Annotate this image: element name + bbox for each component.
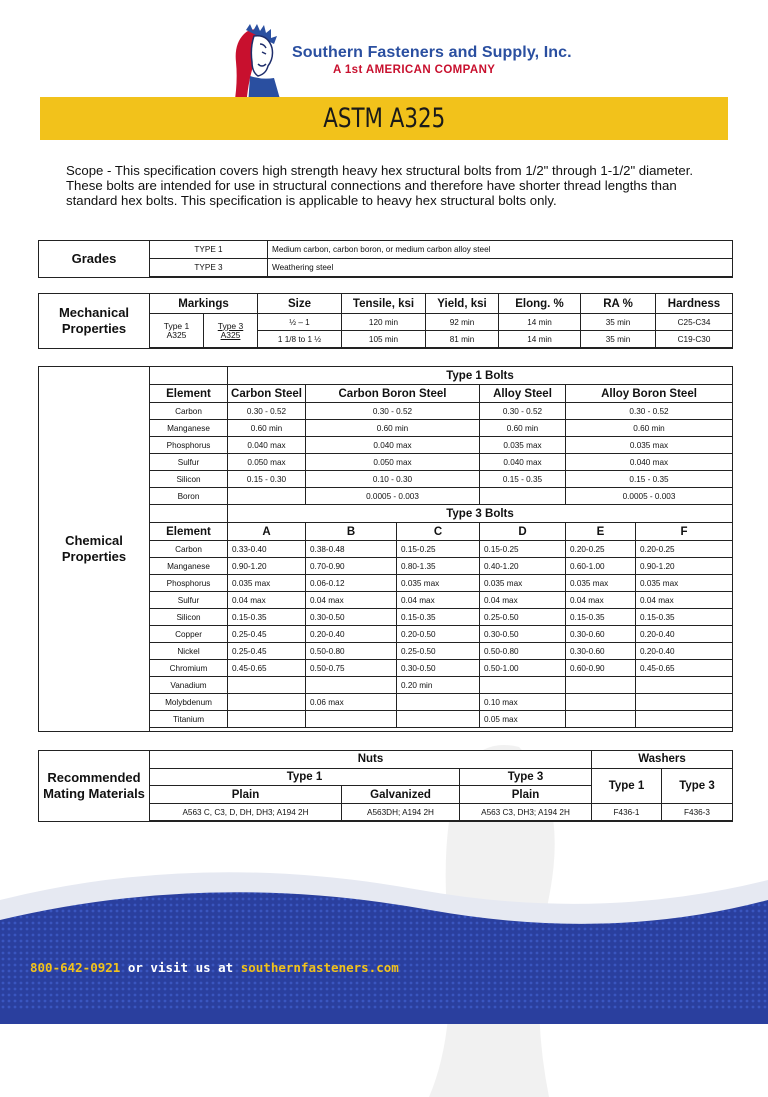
table-cell: C19-C30 xyxy=(656,331,733,348)
col-header: Hardness xyxy=(656,294,733,314)
table-cell: 0.45-0.65 xyxy=(636,660,733,677)
col-header: C xyxy=(397,523,480,541)
table-row xyxy=(150,420,733,437)
table-cell: 0.50-0.80 xyxy=(480,643,566,660)
table-cell: 0.45-0.65 xyxy=(228,660,306,677)
table-cell: 0.10 - 0.30 xyxy=(306,471,480,488)
table-cell: 0.040 max xyxy=(480,454,566,471)
visit-text: or visit us at xyxy=(120,960,241,975)
table-cell: 0.60 min xyxy=(566,420,733,437)
table-cell xyxy=(480,488,566,505)
table-cell: ½ – 1 xyxy=(258,314,342,331)
table-cell: 0.20-0.40 xyxy=(636,643,733,660)
table-cell: 92 min xyxy=(426,314,499,331)
table-cell: A563 C3, DH3; A194 2H xyxy=(460,804,592,821)
col-header: Tensile, ksi xyxy=(342,294,426,314)
grades-table xyxy=(149,240,733,277)
table-cell: 0.30 - 0.52 xyxy=(480,403,566,420)
chemical-label: Chemical Properties xyxy=(39,367,150,731)
washers-type1-header: Type 1 xyxy=(592,768,662,803)
table-cell: 0.20-0.25 xyxy=(566,541,636,558)
table-cell: 0.050 max xyxy=(228,454,306,471)
table-cell: 0.30-0.50 xyxy=(306,609,397,626)
table-cell: A563 C, C3, D, DH, DH3; A194 2H xyxy=(150,804,342,821)
table-cell: 0.30 - 0.52 xyxy=(228,403,306,420)
table-cell: 0.035 max xyxy=(636,575,733,592)
table-cell: 0.15-0.35 xyxy=(228,609,306,626)
table-cell: 0.04 max xyxy=(636,592,733,609)
table-header-row xyxy=(150,523,733,541)
blank-cell xyxy=(150,367,228,385)
nuts-type3-header: Type 3 xyxy=(460,768,592,786)
element-name: Vanadium xyxy=(150,677,228,694)
table-cell: 0.035 max xyxy=(480,437,566,454)
contact-line xyxy=(30,960,399,975)
table-row xyxy=(150,259,733,277)
table-cell: 0.80-1.35 xyxy=(397,558,480,575)
table-cell: 105 min xyxy=(342,331,426,348)
col-header: Element xyxy=(150,385,228,403)
table-row xyxy=(150,694,733,711)
table-cell: 0.15 - 0.35 xyxy=(566,471,733,488)
table-cell: 0.30-0.60 xyxy=(566,626,636,643)
table-cell: 0.035 max xyxy=(566,437,733,454)
element-name: Titanium xyxy=(150,711,228,728)
col-header: RA % xyxy=(581,294,656,314)
table-cell: 0.05 max xyxy=(480,711,566,728)
table-cell: 0.60-1.00 xyxy=(566,558,636,575)
table-row xyxy=(150,575,733,592)
table-cell xyxy=(228,488,306,505)
element-name: Silicon xyxy=(150,471,228,488)
col-header: D xyxy=(480,523,566,541)
element-name: Copper xyxy=(150,626,228,643)
table-cell: 0.60 min xyxy=(306,420,480,437)
plain-header: Plain xyxy=(150,786,342,804)
table-cell: 0.70-0.90 xyxy=(306,558,397,575)
table-cell: 0.40-1.20 xyxy=(480,558,566,575)
galvanized-header: Galvanized xyxy=(342,786,460,804)
element-name: Boron xyxy=(150,488,228,505)
table-cell: 0.04 max xyxy=(306,592,397,609)
table-row xyxy=(150,626,733,643)
table-cell: 0.20-0.25 xyxy=(636,541,733,558)
table-cell xyxy=(228,677,306,694)
table-row xyxy=(150,314,733,331)
col-header: Yield, ksi xyxy=(426,294,499,314)
nuts-type1-header: Type 1 xyxy=(150,768,460,786)
mechanical-section xyxy=(38,293,733,349)
table-cell: C25-C34 xyxy=(656,314,733,331)
chemical-table xyxy=(149,366,733,728)
col-header: Markings xyxy=(150,294,258,314)
table-cell: 0.50-0.80 xyxy=(306,643,397,660)
col-header: Element xyxy=(150,523,228,541)
marking-line: Type 3 xyxy=(217,320,244,331)
table-cell: 0.38-0.48 xyxy=(306,541,397,558)
website-link[interactable]: southernfasteners.com xyxy=(240,960,399,975)
table-cell: 120 min xyxy=(342,314,426,331)
element-name: Chromium xyxy=(150,660,228,677)
table-row xyxy=(150,454,733,471)
nuts-header: Nuts xyxy=(150,751,592,769)
blank-cell xyxy=(150,505,228,523)
table-cell xyxy=(480,677,566,694)
table-cell: 0.60 min xyxy=(228,420,306,437)
grade-type: TYPE 1 xyxy=(150,241,268,259)
table-cell: 0.050 max xyxy=(306,454,480,471)
table-cell: 0.15-0.35 xyxy=(636,609,733,626)
table-cell xyxy=(566,677,636,694)
grades-label: Grades xyxy=(39,241,150,277)
table-cell: 0.15-0.25 xyxy=(397,541,480,558)
table-cell: 14 min xyxy=(499,331,581,348)
table-row xyxy=(150,558,733,575)
table-row xyxy=(150,437,733,454)
element-name: Manganese xyxy=(150,558,228,575)
table-cell: 0.040 max xyxy=(306,437,480,454)
table-row xyxy=(150,609,733,626)
col-header: Alloy Steel xyxy=(480,385,566,403)
table-header-row xyxy=(150,294,733,314)
table-cell: 0.04 max xyxy=(480,592,566,609)
table-cell: 35 min xyxy=(581,331,656,348)
table-cell: 0.60 min xyxy=(480,420,566,437)
table-cell: 0.040 max xyxy=(228,437,306,454)
table-title-row xyxy=(150,367,733,385)
table-cell: 0.15-0.35 xyxy=(566,609,636,626)
mechanical-label: Mechanical Properties xyxy=(39,294,150,348)
table-cell xyxy=(228,694,306,711)
type1-title: Type 1 Bolts xyxy=(228,367,733,385)
chemical-section xyxy=(38,366,733,732)
table-header-row xyxy=(150,768,733,786)
table-header-row xyxy=(150,751,733,769)
table-cell: 0.04 max xyxy=(397,592,480,609)
table-cell: 0.30 - 0.52 xyxy=(306,403,480,420)
table-cell: 0.50-1.00 xyxy=(480,660,566,677)
table-cell: 0.15-0.25 xyxy=(480,541,566,558)
table-cell xyxy=(566,694,636,711)
grade-type: TYPE 3 xyxy=(150,259,268,277)
table-cell xyxy=(636,677,733,694)
table-cell: F436-3 xyxy=(662,804,733,821)
table-cell: 0.06 max xyxy=(306,694,397,711)
table-cell: 0.60-0.90 xyxy=(566,660,636,677)
marking-type3 xyxy=(204,314,258,348)
table-cell xyxy=(306,711,397,728)
table-cell xyxy=(306,677,397,694)
table-row xyxy=(150,711,733,728)
table-row xyxy=(150,241,733,259)
table-cell: 0.10 max xyxy=(480,694,566,711)
table-cell: 0.035 max xyxy=(397,575,480,592)
table-cell: 0.035 max xyxy=(228,575,306,592)
table-cell: 14 min xyxy=(499,314,581,331)
col-header: F xyxy=(636,523,733,541)
col-header: Elong. % xyxy=(499,294,581,314)
table-cell: 35 min xyxy=(581,314,656,331)
table-cell: 81 min xyxy=(426,331,499,348)
table-cell: 1 1/8 to 1 ½ xyxy=(258,331,342,348)
table-cell: 0.30-0.50 xyxy=(397,660,480,677)
element-name: Silicon xyxy=(150,609,228,626)
table-cell: 0.30-0.50 xyxy=(480,626,566,643)
marking-line: A325 xyxy=(166,329,187,340)
washers-header: Washers xyxy=(592,751,733,769)
title-band xyxy=(40,97,728,140)
table-cell: 0.15 - 0.35 xyxy=(480,471,566,488)
table-cell: 0.25-0.50 xyxy=(480,609,566,626)
table-cell xyxy=(397,711,480,728)
table-cell: 0.33-0.40 xyxy=(228,541,306,558)
table-row xyxy=(150,804,733,821)
table-row xyxy=(150,677,733,694)
marking-type1 xyxy=(150,314,204,348)
company-tagline: A 1st AMERICAN COMPANY xyxy=(333,64,496,76)
table-cell: A563DH; A194 2H xyxy=(342,804,460,821)
element-name: Nickel xyxy=(150,643,228,660)
table-cell: 0.15 - 0.30 xyxy=(228,471,306,488)
scope-paragraph: Scope - This specification covers high strength heavy hex structural bolts from 1/2" through 1-1/2" diameter. These bolts are intended for use in structural connections and therefore have shorter thread lengths than standard hex bolts. This specification is applicable to heavy hex structural bolts only. xyxy=(66,163,694,208)
table-cell xyxy=(566,711,636,728)
table-cell: 0.30-0.60 xyxy=(566,643,636,660)
mechanical-table xyxy=(149,293,733,348)
table-row xyxy=(150,592,733,609)
col-header: E xyxy=(566,523,636,541)
table-cell: 0.25-0.50 xyxy=(397,643,480,660)
table-header-row xyxy=(150,385,733,403)
footer-wave xyxy=(0,860,768,1024)
col-header: B xyxy=(306,523,397,541)
table-cell xyxy=(636,711,733,728)
grade-desc: Weathering steel xyxy=(268,259,733,277)
col-header: Carbon Steel xyxy=(228,385,306,403)
table-cell: 0.035 max xyxy=(566,575,636,592)
table-row xyxy=(150,660,733,677)
table-cell: 0.04 max xyxy=(566,592,636,609)
table-cell: 0.06-0.12 xyxy=(306,575,397,592)
table-row xyxy=(150,541,733,558)
element-name: Phosphorus xyxy=(150,575,228,592)
grade-desc: Medium carbon, carbon boron, or medium carbon alloy steel xyxy=(268,241,733,259)
table-cell: 0.20-0.40 xyxy=(636,626,733,643)
table-row xyxy=(150,643,733,660)
element-name: Carbon xyxy=(150,541,228,558)
table-cell: 0.0005 - 0.003 xyxy=(306,488,480,505)
table-cell: 0.20-0.50 xyxy=(397,626,480,643)
table-cell: 0.25-0.45 xyxy=(228,643,306,660)
mating-label: Recommended Mating Materials xyxy=(39,751,150,821)
mating-section xyxy=(38,750,733,822)
table-cell: 0.90-1.20 xyxy=(636,558,733,575)
table-cell xyxy=(228,711,306,728)
table-cell: 0.25-0.45 xyxy=(228,626,306,643)
col-header: A xyxy=(228,523,306,541)
table-cell: 0.90-1.20 xyxy=(228,558,306,575)
table-row xyxy=(150,471,733,488)
table-cell xyxy=(636,694,733,711)
element-name: Phosphorus xyxy=(150,437,228,454)
element-name: Carbon xyxy=(150,403,228,420)
washers-type3-header: Type 3 xyxy=(662,768,733,803)
col-header: Alloy Boron Steel xyxy=(566,385,733,403)
table-cell: 0.20-0.40 xyxy=(306,626,397,643)
table-cell: 0.20 min xyxy=(397,677,480,694)
grades-section xyxy=(38,240,733,278)
marking-line: Type 1 xyxy=(163,320,190,331)
table-cell xyxy=(397,694,480,711)
marking-line: A325 xyxy=(220,329,241,340)
mating-table xyxy=(149,750,733,821)
table-cell: 0.035 max xyxy=(480,575,566,592)
table-cell: 0.0005 - 0.003 xyxy=(566,488,733,505)
table-cell: 0.040 max xyxy=(566,454,733,471)
table-cell: 0.15-0.35 xyxy=(397,609,480,626)
table-cell: 0.30 - 0.52 xyxy=(566,403,733,420)
company-name: Southern Fasteners and Supply, Inc. xyxy=(292,44,572,61)
phone-number[interactable]: 800-642-0921 xyxy=(30,960,121,975)
table-title-row xyxy=(150,505,733,523)
element-name: Sulfur xyxy=(150,592,228,609)
table-cell: 0.50-0.75 xyxy=(306,660,397,677)
page-title: ASTM A325 xyxy=(323,103,445,134)
col-header: Size xyxy=(258,294,342,314)
type3-title: Type 3 Bolts xyxy=(228,505,733,523)
chemical-table-body xyxy=(150,367,733,728)
element-name: Molybdenum xyxy=(150,694,228,711)
plain-header: Plain xyxy=(460,786,592,804)
col-header: Carbon Boron Steel xyxy=(306,385,480,403)
element-name: Manganese xyxy=(150,420,228,437)
element-name: Sulfur xyxy=(150,454,228,471)
table-row xyxy=(150,488,733,505)
table-cell: 0.04 max xyxy=(228,592,306,609)
table-cell: F436-1 xyxy=(592,804,662,821)
table-row xyxy=(150,403,733,420)
